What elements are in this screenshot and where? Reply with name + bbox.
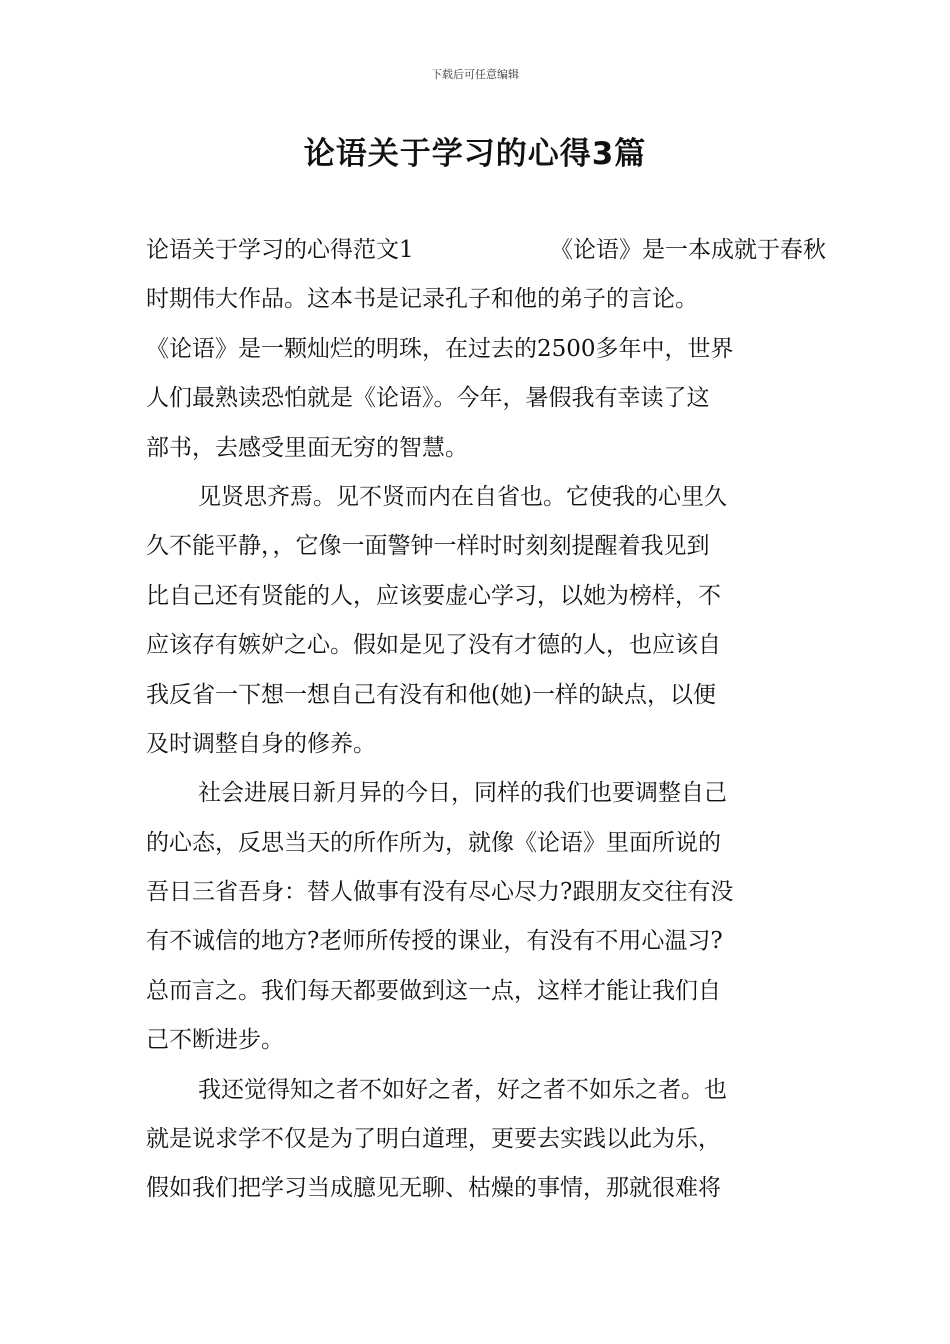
text-line: 《论语》是一颗灿烂的明珠，在过去的2500多年中，世界 <box>146 335 734 362</box>
text-line: 己不断进步。 <box>146 1027 284 1054</box>
text-line: 部书，去感受里面无穷的智慧。 <box>146 434 468 461</box>
text-line: 吾日三省吾身：替人做事有没有尽心尽力?跟朋友交往有没 <box>146 879 734 906</box>
text-fragment: 《论语》是一本成就于春秋 <box>550 237 826 263</box>
text-line: 有不诚信的地方?老师所传授的课业，有没有不用心温习? <box>146 928 723 955</box>
text-line: 假如我们把学习当成臆见无聊、枯燥的事情，那就很难将 <box>146 1175 721 1202</box>
text-line: 社会进展日新月异的今日，同样的我们也要调整自己 <box>198 780 727 807</box>
subheading-text: 论语关于学习的心得范文1 <box>146 237 414 263</box>
text-line <box>146 226 826 275</box>
text-line: 及时调整自身的修养。 <box>146 730 376 757</box>
text-line: 我还觉得知之者不如好之者，好之者不如乐之者。也 <box>198 1076 727 1103</box>
header-note: 下载后可任意编辑 <box>431 68 519 81</box>
text-line: 就是说求学不仅是为了明白道理，更要去实践以此为乐， <box>146 1126 721 1153</box>
text-line: 比自己还有贤能的人，应该要虚心学习，以她为榜样，不 <box>146 582 721 609</box>
text-line: 时期伟大作品。这本书是记录孔子和他的弟子的言论。 <box>146 286 698 313</box>
page-title: 论语关于学习的心得3篇 <box>303 136 647 172</box>
body-text <box>146 226 826 1214</box>
text-line: 应该存有嫉妒之心。假如是见了没有才德的人，也应该自 <box>146 632 721 659</box>
text-line: 的心态，反思当天的所作所为，就像《论语》里面所说的 <box>146 829 721 856</box>
text-line: 人们最熟读恐怕就是《论语》。今年，暑假我有幸读了这 <box>146 385 710 412</box>
text-line: 我反省一下想一想自己有没有和他(她)一样的缺点，以便 <box>146 681 716 708</box>
text-line: 见贤思齐焉。见不贤而内在自省也。它使我的心里久 <box>198 483 727 510</box>
text-line: 久不能平静，，它像一面警钟一样时时刻刻提醒着我见到 <box>146 533 710 560</box>
text-line: 总而言之。我们每天都要做到这一点，这样才能让我们自 <box>146 977 721 1004</box>
